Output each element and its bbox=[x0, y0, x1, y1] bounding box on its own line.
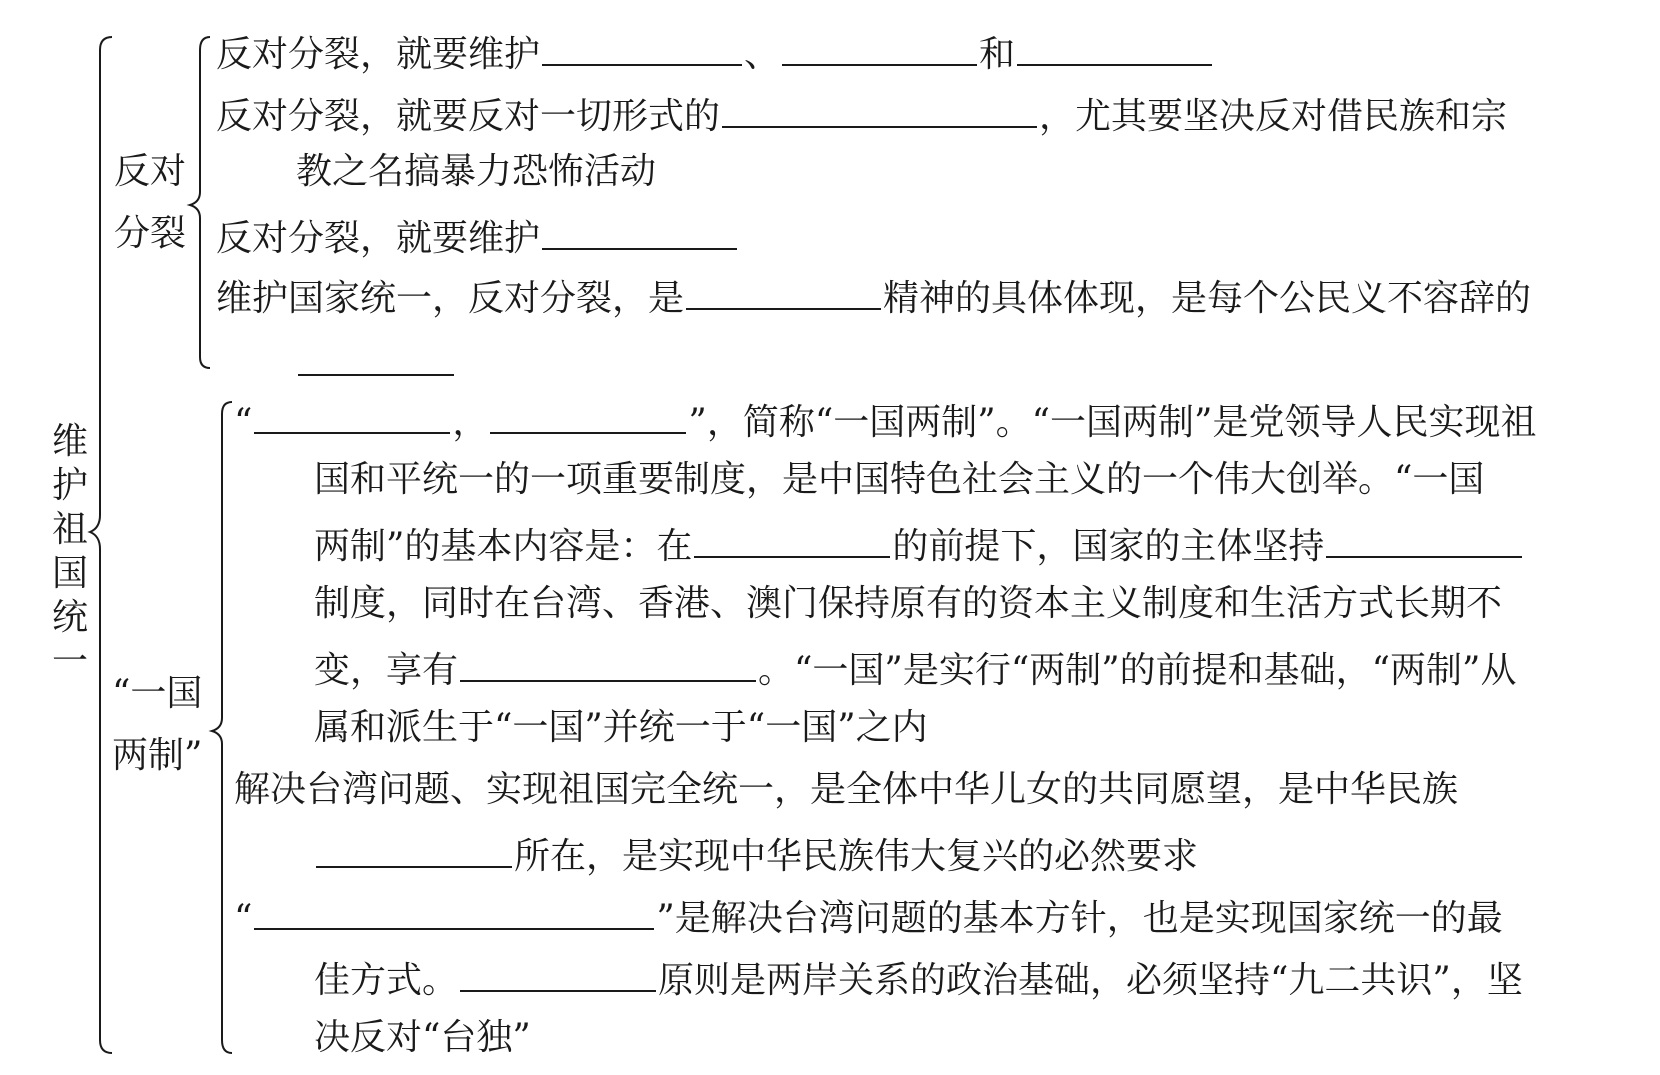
answer-blank[interactable] bbox=[298, 340, 454, 376]
group1-label-line2: 分裂 bbox=[114, 213, 187, 254]
answer-blank[interactable] bbox=[254, 894, 654, 930]
answer-blank[interactable] bbox=[542, 214, 737, 250]
group2-label-line2: 两制” bbox=[112, 735, 203, 776]
group2-label-line1: “一国 bbox=[112, 673, 203, 714]
group2-p1-line6: 属和派生于“一国”并统一于“一国”之内 bbox=[314, 707, 928, 748]
answer-blank[interactable] bbox=[460, 646, 756, 682]
answer-blank[interactable] bbox=[254, 398, 450, 434]
group2-p1-line1: “ ， ”，简称“一国两制”。“一国两制”是党领导人民实现祖 bbox=[234, 398, 1536, 443]
group1-label-line1: 反对 bbox=[114, 151, 187, 192]
root-label: 维护祖国统一 bbox=[51, 421, 88, 682]
group2-p2-line1: 解决台湾问题、实现祖国完全统一，是全体中华儿女的共同愿望，是中华民族 bbox=[234, 769, 1459, 810]
group1-item-1: 反对分裂，就要维护 、 和 bbox=[216, 30, 1214, 75]
answer-blank[interactable] bbox=[1017, 30, 1212, 66]
answer-blank[interactable] bbox=[722, 92, 1037, 128]
group2-p3-line3: 决反对“台独” bbox=[314, 1017, 531, 1058]
group2-p3-line2: 佳方式。 原则是两岸关系的政治基础，必须坚持“九二共识”，坚 bbox=[314, 956, 1523, 1001]
group2-p1-line4: 制度，同时在台湾、香港、澳门保持原有的资本主义制度和生活方式长期不 bbox=[314, 583, 1503, 624]
group2-p1-line5: 变，享有 。“一国”是实行“两制”的前提和基础，“两制”从 bbox=[314, 646, 1516, 691]
answer-blank[interactable] bbox=[542, 30, 742, 66]
group2-p1-line3: 两制”的基本内容是：在 的前提下，国家的主体坚持 bbox=[314, 522, 1524, 567]
group1-item-4: 维护国家统一，反对分裂，是 精神的具体体现，是每个公民义不容辞的 bbox=[216, 274, 1531, 319]
answer-blank[interactable] bbox=[782, 30, 977, 66]
group2-p1-line2: 国和平统一的一项重要制度，是中国特色社会主义的一个伟大创举。“一国 bbox=[314, 459, 1485, 500]
answer-blank[interactable] bbox=[686, 274, 881, 310]
group2-p2-line2: 所在，是实现中华民族伟大复兴的必然要求 bbox=[314, 832, 1198, 877]
answer-blank[interactable] bbox=[1326, 522, 1522, 558]
answer-blank[interactable] bbox=[490, 398, 686, 434]
answer-blank[interactable] bbox=[316, 832, 512, 868]
group1-item-2-cont: 教之名搞暴力恐怖活动 bbox=[296, 151, 657, 192]
group2-p3-line1: “ ”是解决台湾问题的基本方针，也是实现国家统一的最 bbox=[234, 894, 1503, 939]
group1-item-3: 反对分裂，就要维护 bbox=[216, 214, 739, 259]
group1-item-2: 反对分裂，就要反对一切形式的 ，尤其要坚决反对借民族和宗 bbox=[216, 92, 1507, 137]
answer-blank[interactable] bbox=[694, 522, 890, 558]
answer-blank[interactable] bbox=[460, 956, 656, 992]
